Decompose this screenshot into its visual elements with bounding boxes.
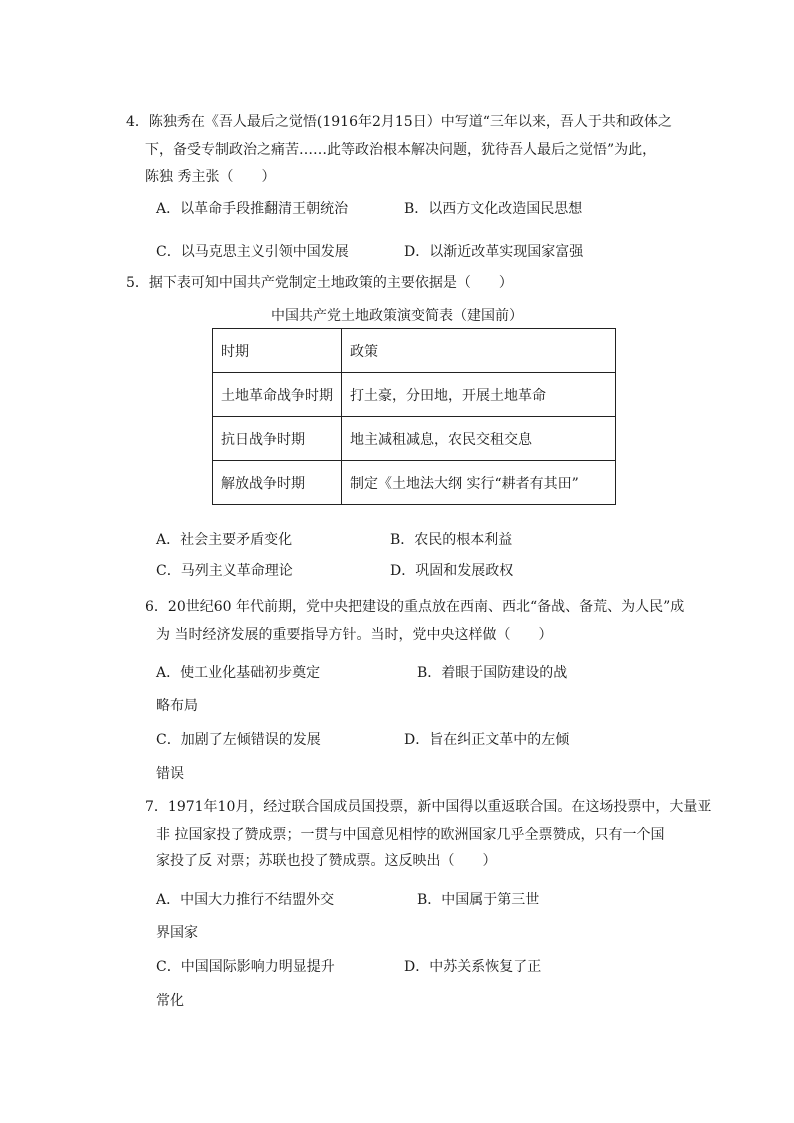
table-cell-period: 解放战争时期	[213, 461, 342, 505]
land-policy-table	[212, 328, 616, 505]
q7-option-d-continued: 常化	[156, 993, 184, 1009]
q4-stem-line-1: 4．陈独秀在《吾人最后之觉悟(1916年2月15日）中写道“三年以来，吾人于共和政体之	[126, 114, 672, 130]
table-header-policy: 政策	[342, 329, 616, 373]
q7-option-b[interactable]: B．中国属于第三世	[417, 892, 540, 908]
q4-option-a[interactable]: A．以革命手段推翻清王朝统治	[156, 201, 349, 217]
table-row	[213, 461, 616, 505]
q5-table-title: 中国共产党土地政策演变简表（建国前）	[271, 308, 523, 324]
q6-stem-line-1: 6．20世纪60 年代前期，党中央把建设的重点放在西南、西北“备战、备荒、为人民”成	[145, 599, 685, 615]
q4-option-b[interactable]: B．以西方文化改造国民思想	[404, 201, 583, 217]
q6-option-b-continued: 略布局	[156, 698, 198, 714]
q5-option-b[interactable]: B．农民的根本利益	[390, 532, 513, 548]
q6-option-a[interactable]: A．使工业化基础初步奠定	[156, 665, 321, 681]
q6-option-c[interactable]: C．加剧了左倾错误的发展	[156, 732, 321, 748]
q7-stem-line-2: 非 拉国家投了赞成票；一贯与中国意见相悖的欧洲国家几乎全票赞成，只有一个国	[156, 827, 665, 843]
q4-option-d[interactable]: D．以渐近改革实现国家富强	[404, 244, 584, 260]
q5-option-d[interactable]: D．巩固和发展政权	[390, 563, 514, 579]
q6-option-d-continued: 错误	[156, 766, 184, 782]
q4-option-c[interactable]: C．以马克思主义引领中国发展	[156, 244, 349, 260]
table-row	[213, 417, 616, 461]
table-cell-policy: 制定《土地法大纲 实行“耕者有其田”	[342, 461, 616, 505]
table-row	[213, 373, 616, 417]
q7-option-d[interactable]: D．中苏关系恢复了正	[404, 959, 542, 975]
table-cell-policy: 打土豪，分田地，开展土地革命	[342, 373, 616, 417]
q5-option-c[interactable]: C．马列主义革命理论	[156, 563, 293, 579]
q7-option-b-continued: 界国家	[156, 925, 198, 941]
q4-stem-line-3: 陈独 秀主张（ ）	[145, 169, 276, 185]
table-header-period: 时期	[213, 329, 342, 373]
table-cell-period: 土地革命战争时期	[213, 373, 342, 417]
q7-option-c[interactable]: C．中国国际影响力明显提升	[156, 959, 335, 975]
q6-option-d[interactable]: D．旨在纠正文革中的左倾	[404, 732, 570, 748]
q7-stem-line-1: 7．1971年10月，经过联合国成员国投票，新中国得以重返联合国。在这场投票中，大量亚	[145, 799, 712, 815]
q5-option-a[interactable]: A．社会主要矛盾变化	[156, 532, 293, 548]
q7-option-a[interactable]: A．中国大力推行不结盟外交	[156, 892, 335, 908]
q6-stem-line-2: 为 当时经济发展的重要指导方针。当时，党中央这样做（ ）	[156, 627, 553, 643]
table-cell-policy: 地主减租减息，农民交租交息	[342, 417, 616, 461]
q4-stem-line-2: 下，备受专制政治之痛苦……此等政治根本解决问题，犹待吾人最后之觉悟”为此，	[145, 142, 657, 158]
q5-stem: 5．据下表可知中国共产党制定土地政策的主要依据是（ ）	[126, 275, 513, 291]
q7-stem-line-3: 家投了反 对票；苏联也投了赞成票。这反映出（ ）	[156, 853, 497, 869]
q6-option-b[interactable]: B．着眼于国防建设的战	[417, 665, 568, 681]
table-header-row	[213, 329, 616, 373]
table-cell-period: 抗日战争时期	[213, 417, 342, 461]
